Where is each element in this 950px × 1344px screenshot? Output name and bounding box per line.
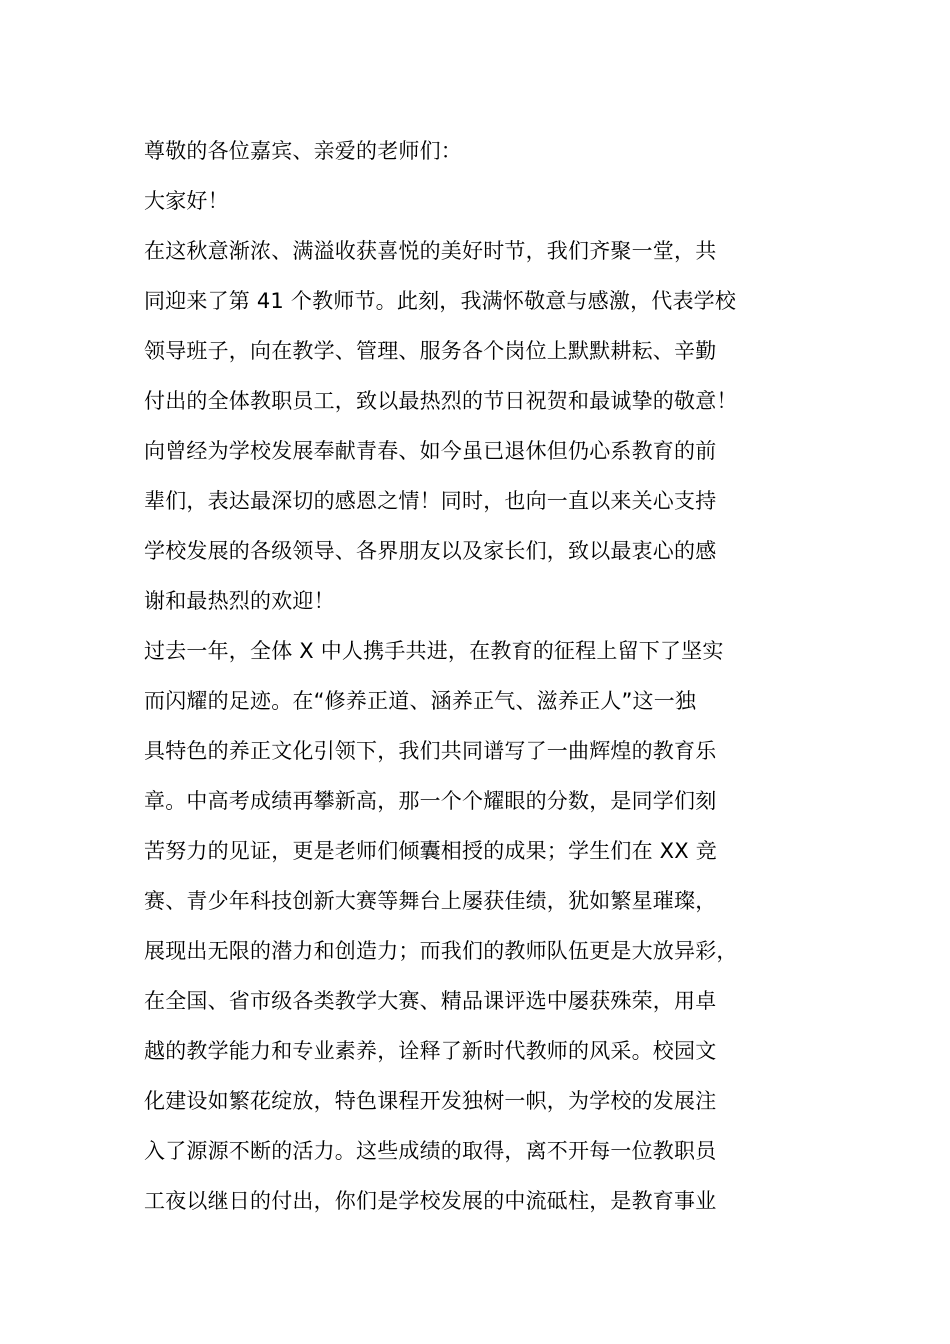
salutation-line: 大家好！	[144, 189, 229, 213]
text-line: 工夜以继日的付出，你们是学校发展的中流砥柱，是教育事业	[144, 1189, 717, 1213]
text-line: 学校发展的各级领导、各界朋友以及家长们，致以最衷心的感	[144, 539, 717, 563]
text-line: 展现出无限的潜力和创造力；而我们的教师队伍更是大放异彩，	[144, 939, 738, 963]
text-line: 领导班子，向在教学、管理、服务各个岗位上默默耕耘、辛勤	[144, 339, 717, 363]
text-line: 越的教学能力和专业素养，诠释了新时代教师的风采。校园文	[144, 1039, 717, 1063]
text-line: 章。中高考成绩再攀新高，那一个个耀眼的分数，是同学们刻	[144, 789, 717, 813]
text-line: 在这秋意渐浓、满溢收获喜悦的美好时节，我们齐聚一堂，共	[144, 239, 717, 263]
speech-body	[144, 126, 844, 1226]
text-line: 在全国、省市级各类教学大赛、精品课评选中屡获殊荣，用卓	[144, 989, 717, 1013]
text-line: 付出的全体教职员工，致以最热烈的节日祝贺和最诚挚的敬意！	[144, 389, 738, 413]
text-line: 苦努力的见证，更是老师们倾囊相授的成果；学生们在 XX 竞	[144, 839, 717, 863]
text-line: 辈们，表达最深切的感恩之情！同时，也向一直以来关心支持	[144, 489, 717, 513]
text-line: 入了源源不断的活力。这些成绩的取得，离不开每一位教职员	[144, 1139, 717, 1163]
text-line: 向曾经为学校发展奉献青春、如今虽已退休但仍心系教育的前	[144, 439, 717, 463]
text-line: 同迎来了第 41 个教师节。此刻，我满怀敬意与感激，代表学校	[144, 289, 737, 313]
text-line: 具特色的养正文化引领下，我们共同谱写了一曲辉煌的教育乐	[144, 739, 717, 763]
greeting-line: 尊敬的各位嘉宾、亲爱的老师们：	[144, 139, 462, 163]
text-line: 过去一年，全体 X 中人携手共进，在教育的征程上留下了坚实	[144, 639, 724, 663]
text-line: 而闪耀的足迹。在“修养正道、涵养正气、滋养正人”这一独	[144, 689, 697, 713]
text-line: 化建设如繁花绽放，特色课程开发独树一帜，为学校的发展注	[144, 1089, 717, 1113]
text-line: 谢和最热烈的欢迎！	[144, 589, 335, 613]
text-line: 赛、青少年科技创新大赛等舞台上屡获佳绩，犹如繁星璀璨，	[144, 889, 717, 913]
